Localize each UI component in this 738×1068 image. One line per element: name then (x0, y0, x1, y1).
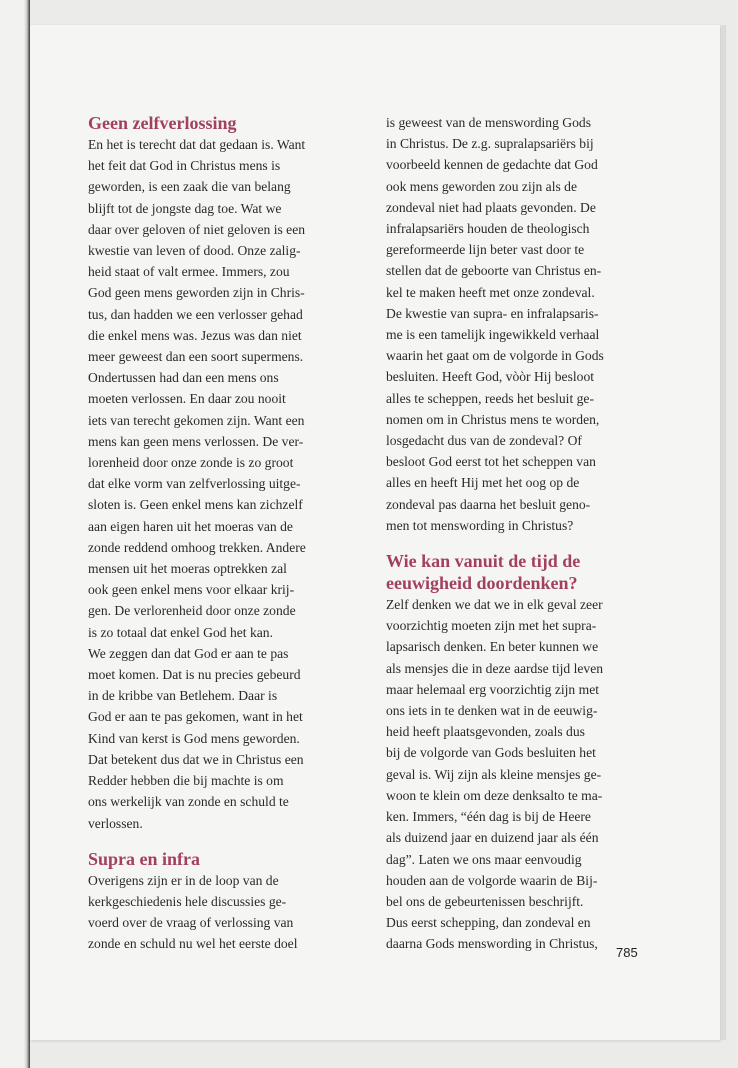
left-paragraph-2 (88, 870, 350, 955)
text-line: alles te scheppen, reeds het besluit ge- (386, 390, 594, 406)
text-line: zondeval niet had plaats gevonden. De (386, 199, 596, 215)
text-line: houden aan de volgorde waarin de Bij- (386, 872, 598, 888)
text-line: maar helemaal erg voorzichtig zijn met (386, 681, 600, 697)
text-line: kerkgeschiedenis hele discussies ge- (88, 893, 287, 909)
text-line: dat elke vorm van zelfverlossing uitge- (88, 476, 301, 492)
text-line: aan eigen haren uit het moeras van de (88, 518, 293, 534)
text-line: Redder hebben die bij machte is om (88, 773, 284, 789)
text-line: heid heeft plaatsgevonden, zoals dus (386, 724, 585, 740)
text-line: in Christus. De z.g. supralapsariërs bij (386, 136, 594, 152)
text-line: is zo totaal dat enkel God het kan. (88, 624, 273, 640)
text-line: Ondertussen had dan een mens ons (88, 370, 279, 386)
text-line: moet komen. Dat is nu precies gebeurd (88, 667, 301, 683)
text-line: geval is. Wij zijn als kleine mensjes ge- (386, 766, 602, 782)
left-paragraph-1 (88, 134, 350, 834)
text-line: lorenheid door onze zonde is zo groot (88, 455, 294, 471)
text-line: zonde en schuld nu wel het eerste doel (88, 936, 298, 952)
text-line: Overigens zijn er in de loop van de (88, 872, 279, 888)
text-line: ons iets in te denken wat in de eeuwig- (386, 703, 598, 719)
text-line: Zelf denken we dat we in elk geval zeer (386, 597, 603, 613)
text-line: ken. Immers, “één dag is bij de Heere (386, 809, 591, 825)
text-line: stellen dat de geboorte van Christus en- (386, 263, 602, 279)
text-line: Dus eerst schepping, dan zondeval en (386, 915, 591, 931)
text-line: daarna Gods menswording in Christus, (386, 936, 598, 952)
text-line: voorzichtig moeten zijn met het supra- (386, 618, 597, 634)
text-line: nomen om in Christus mens te worden, (386, 411, 600, 427)
text-line: verlossen. (88, 815, 143, 831)
page-number: 785 (616, 945, 638, 960)
text-line: De kwestie van supra- en infralapsaris- (386, 305, 599, 321)
right-paragraph-2 (386, 594, 648, 954)
text-line: zonde reddend omhoog trekken. Andere (88, 539, 306, 555)
book-spine-shadow (0, 0, 30, 1068)
text-line: men tot menswording in Christus? (386, 517, 574, 533)
right-column (386, 112, 648, 955)
text-line: ook mens geworden zou zijn als de (386, 178, 578, 194)
text-line: Dat betekent dus dat we in Christus een (88, 751, 304, 767)
text-line: voorbeeld kennen de gedachte dat God (386, 157, 598, 173)
text-line: tus, dan hadden we een verlosser gehad (88, 306, 303, 322)
text-line: sloten is. Geen enkel mens kan zichzelf (88, 497, 303, 513)
text-line: meer geweest dan een soort supermens. (88, 349, 304, 365)
text-line: infralapsariërs houden de theologisch (386, 221, 590, 237)
heading-geen-zelfverlossing: Geen zelfverlossing (88, 113, 237, 133)
text-line: me is een tamelijk ingewikkeld verhaal (386, 327, 600, 343)
right-paragraph-1 (386, 112, 648, 536)
text-line: blijft tot de jongste dag toe. Wat we (88, 200, 282, 216)
text-line: het feit dat God in Christus mens is (88, 158, 281, 174)
text-line: bij de volgorde van Gods besluiten het (386, 745, 596, 761)
text-line: losgedacht dus van de zondeval? Of (386, 433, 582, 449)
text-line: kel te maken heeft met onze zondeval. (386, 284, 595, 300)
text-line: lapsarisch denken. En beter kunnen we (386, 639, 599, 655)
text-line: heid staat of valt ermee. Immers, zou (88, 264, 290, 280)
text-line: gen. De verlorenheid door onze zonde (88, 603, 296, 619)
text-line: dag”. Laten we ons maar eenvoudig (386, 851, 582, 867)
text-line: God er aan te pas gekomen, want in het (88, 709, 303, 725)
text-line: ook geen enkel mens voor elkaar krij- (88, 582, 295, 598)
text-line: besluiten. Heeft God, vòòr Hij besloot (386, 369, 595, 385)
text-line: gereformeerde lijn beter vast door te (386, 242, 585, 258)
text-line: is geweest van de menswording Gods (386, 115, 592, 130)
text-line: waarin het gaat om de volgorde in Gods (386, 348, 604, 364)
text-line: alles en heeft Hij met het oog op de (386, 475, 580, 491)
text-line: God geen mens geworden zijn in Chris- (88, 285, 305, 301)
text-line: daar over geloven of niet geloven is een (88, 221, 306, 237)
heading-supra-en-infra: Supra en infra (88, 848, 201, 869)
text-line: die enkel mens was. Jezus was dan niet (88, 327, 302, 343)
text-line: kwestie van leven of dood. Onze zalig- (88, 243, 301, 259)
text-line: moeten verlossen. En daar zou nooit (88, 391, 286, 407)
text-line: En het is terecht dat dat gedaan is. Want (88, 137, 306, 152)
text-line: mensen uit het moeras optrekken zal (88, 561, 287, 577)
text-line: als mensjes die in deze aardse tijd leven (386, 660, 604, 676)
text-line: zondeval pas daarna het besluit geno- (386, 496, 591, 512)
text-line: voerd over de vraag of verlossing van (88, 915, 294, 931)
left-column (88, 112, 350, 955)
text-line: woon te klein om deze denksalto te ma- (386, 787, 603, 803)
heading-wie-kan-line-1: Wie kan vanuit de tijd de (386, 551, 581, 572)
text-line: besloot God eerst tot het scheppen van (386, 454, 596, 470)
text-line: Kind van kerst is God mens geworden. (88, 730, 300, 746)
text-line: mens kan geen mens verlossen. De ver- (88, 433, 304, 449)
text-line: geworden, is een zaak die van belang (88, 179, 291, 195)
text-line: bel ons de gebeurtenissen beschrijft. (386, 893, 584, 909)
text-line: We zeggen dan dat God er aan te pas (88, 645, 289, 661)
text-line: als duizend jaar en duizend jaar als één (386, 830, 599, 846)
heading-wie-kan-line-2: eeuwigheid doordenken? (386, 573, 578, 594)
text-line: iets van terecht gekomen zijn. Want een (88, 412, 305, 428)
text-line: in de kribbe van Betlehem. Daar is (88, 688, 278, 704)
text-line: ons werkelijk van zonde en schuld te (88, 794, 289, 810)
